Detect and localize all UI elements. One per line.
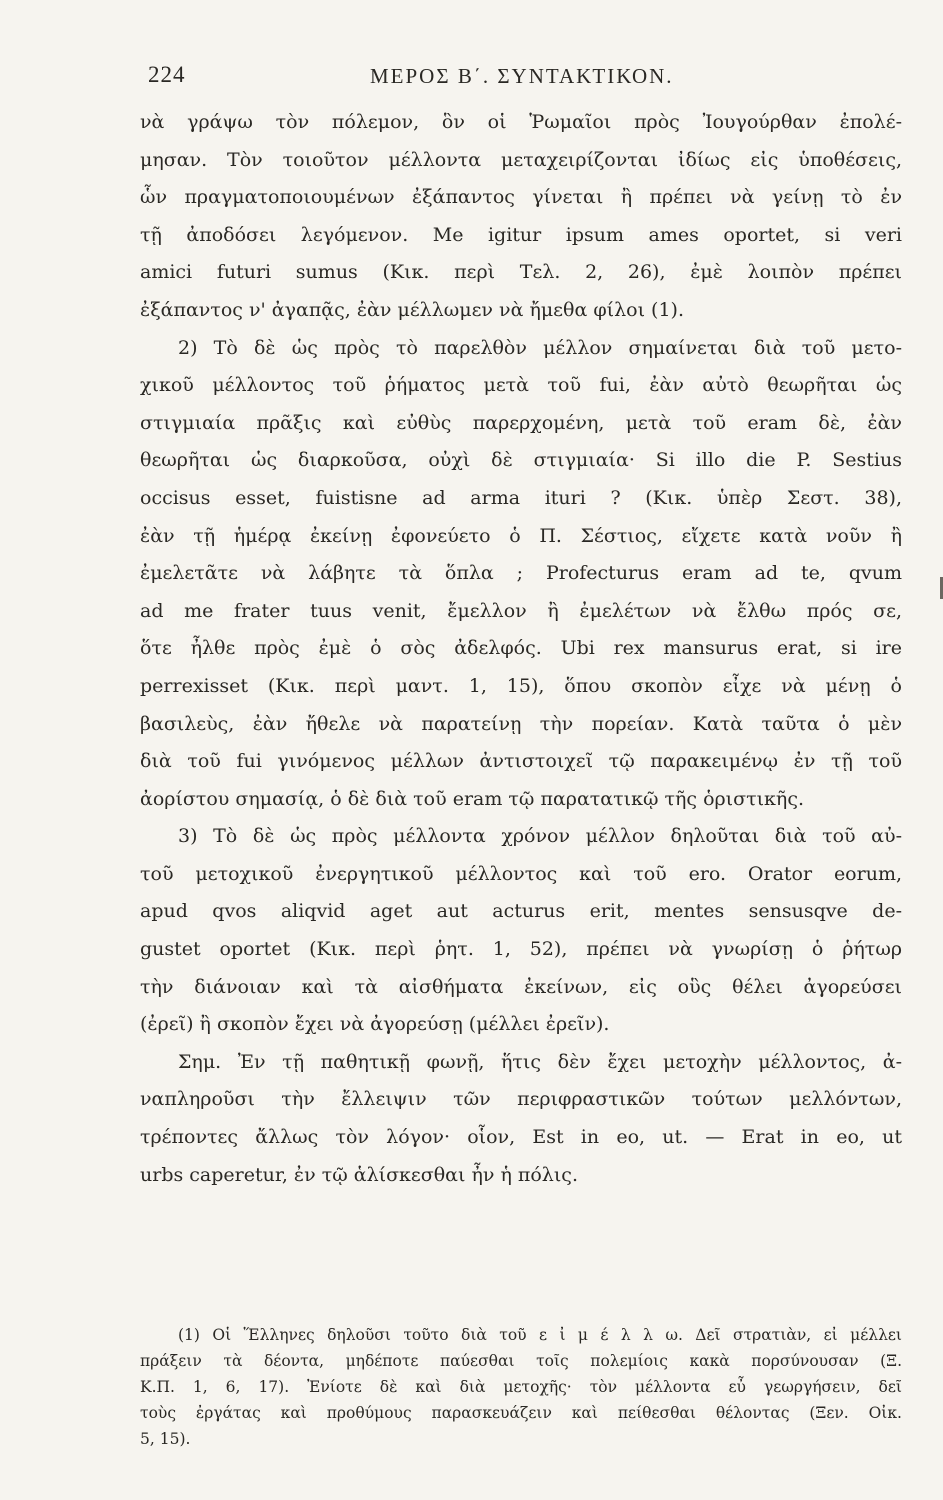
text-line: διὰ τοῦ fui γινόμενος μέλλων ἀντιστοιχεῖ τῷ παρακειμένῳ ἐν τῇ τοῦ xyxy=(140,750,902,773)
text-line: χικοῦ μέλλοντος τοῦ ῥήματος μετὰ τοῦ fui, ἐὰν αὐτὸ θεωρῆται ὡς xyxy=(140,374,902,397)
text-line: τρέποντες ἄλλως τὸν λόγον· οἷον, Est in eo, ut. — Erat in eo, ut xyxy=(140,1126,902,1149)
text-line: amici futuri sumus (Κικ. περὶ Τελ. 2, 26), ἐμὲ λοιπὸν πρέπει xyxy=(140,261,902,284)
text-line: ἐὰν τῇ ἡμέρᾳ ἐκείνῃ ἐφονεύετο ὁ Π. Σέστιος, εἴχετε κατὰ νοῦν ἢ xyxy=(140,524,902,547)
text-line: occisus esset, fuistisne ad arma ituri ? (Κικ. ὑπὲρ Σεστ. 38), xyxy=(140,486,902,509)
text-line: τοῦ μετοχικοῦ ἐνεργητικοῦ μέλλοντος καὶ τοῦ ero. Orator eorum, xyxy=(140,862,902,885)
text-line: νὰ γράψω τὸν πόλεμον, ὃν οἱ Ῥωμαῖοι πρὸς Ἰουγούρθαν ἐπολέ- xyxy=(140,111,902,133)
text-line: ὧν πραγματοποιουμένων ἐξάπαντος γίνεται ἢ πρέπει νὰ γείνῃ τὸ ἐν xyxy=(140,186,902,209)
text-line: ναπληροῦσι τὴν ἔλλειψιν τῶν περιφραστικῶν τούτων μελλόντων, xyxy=(140,1088,902,1111)
text-line: στιγμιαία πρᾶξις καὶ εὐθὺς παρερχομένη, μετὰ τοῦ eram δὲ, ἐὰν xyxy=(140,411,902,434)
text-line: μησαν. Τὸν τοιοῦτον μέλλοντα μεταχειρίζονται ἰδίως εἰς ὑποθέσεις, xyxy=(140,148,902,171)
text-line: Σημ. Ἐν τῇ παθητικῇ φωνῇ, ἥτις δὲν ἔχει μετοχὴν μέλλοντος, ἀ- xyxy=(178,1050,902,1073)
page-number: 224 xyxy=(148,62,186,87)
text-line: urbs caperetur, ἐν τῷ ἁλίσκεσθαι ἦν ἡ πόλις. xyxy=(140,1163,578,1186)
text-line: ad me frater tuus venit, ἔμελλον ἢ ἐμελέτων νὰ ἔλθω πρός σε, xyxy=(140,599,902,622)
footnote-line: πράξειν τὰ δέοντα, μηδέποτε παύεσθαι τοῖς πολεμίοις κακὰ πορσύνουσαν (Ξ. xyxy=(140,1352,902,1370)
running-head: ΜΕΡΟΣ Β΄. ΣΥΝΤΑΚΤΙΚΟΝ. xyxy=(370,64,674,88)
text-line: ἐμελετᾶτε νὰ λάβητε τὰ ὅπλα ; Profecturus eram ad te, qvum xyxy=(140,562,902,585)
text-line: perrexisset (Κικ. περὶ μαντ. 1, 15), ὅπου σκοπὸν εἶχε νὰ μένῃ ὁ xyxy=(140,674,902,697)
page-header xyxy=(148,62,848,96)
body-text xyxy=(140,104,902,1194)
text-line: ἀορίστου σημασίᾳ, ὁ δὲ διὰ τοῦ eram τῷ παρατατικῷ τῆς ὁριστικῆς. xyxy=(140,787,804,810)
text-line: τῇ ἀποδόσει λεγόμενον. Me igitur ipsum ames oportet, si veri xyxy=(140,223,902,246)
text-line: θεωρῆται ὡς διαρκοῦσα, οὐχὶ δὲ στιγμιαία· Si illo die P. Sestius xyxy=(140,449,902,472)
text-line: ἐξάπαντος ν' ἀγαπᾷς, ἐὰν μέλλωμεν νὰ ἤμεθα φίλοι (1). xyxy=(140,298,685,321)
text-line: ὅτε ἦλθε πρὸς ἐμὲ ὁ σὸς ἀδελφός. Ubi rex mansurus erat, si ire xyxy=(140,637,902,660)
text-line: τὴν διάνοιαν καὶ τὰ αἰσθήματα ἐκείνων, εἰς οὓς θέλει ἀγορεύσει xyxy=(140,975,902,998)
text-line: 3) Τὸ δὲ ὡς πρὸς μέλλοντα χρόνον μέλλον δηλοῦται διὰ τοῦ αὐ- xyxy=(178,825,902,848)
text-line: βασιλεὺς, ἐὰν ἤθελε νὰ παρατείνῃ τὴν πορείαν. Κατὰ ταῦτα ὁ μὲν xyxy=(140,712,902,735)
footnotes xyxy=(140,1322,902,1452)
footnote-line: 5, 15). xyxy=(140,1430,191,1448)
footnote-line: (1) Οἱ Ἕλληνες δηλοῦσι τοῦτο διὰ τοῦ ε ἰ μ έ λ λ ω. Δεῖ στρατιὰν, εἰ μέλλει xyxy=(178,1326,902,1344)
footnote-line: τοὺς ἐργάτας καὶ προθύμους παρασκευάζειν καὶ πείθεσθαι θέλοντας (Ξεν. Οἰκ. xyxy=(140,1404,902,1422)
text-line: gustet oportet (Κικ. περὶ ῥητ. 1, 52), πρέπει νὰ γνωρίσῃ ὁ ῥήτωρ xyxy=(140,938,902,961)
text-line: (ἐρεῖ) ἢ σκοπὸν ἔχει νὰ ἀγορεύσῃ (μέλλει ἐρεῖν). xyxy=(140,1013,610,1036)
text-line: 2) Τὸ δὲ ὡς πρὸς τὸ παρελθὸν μέλλον σημαίνεται διὰ τοῦ μετο- xyxy=(178,336,902,359)
text-line: apud qvos aliqvid aget aut acturus erit, mentes sensusqve de- xyxy=(140,900,902,923)
footnote-line: Κ.Π. 1, 6, 17). Ἐνίοτε δὲ καὶ διὰ μετοχῆς· τὸν μέλλοντα εὖ γεωργήσειν, δεῖ xyxy=(140,1378,902,1396)
